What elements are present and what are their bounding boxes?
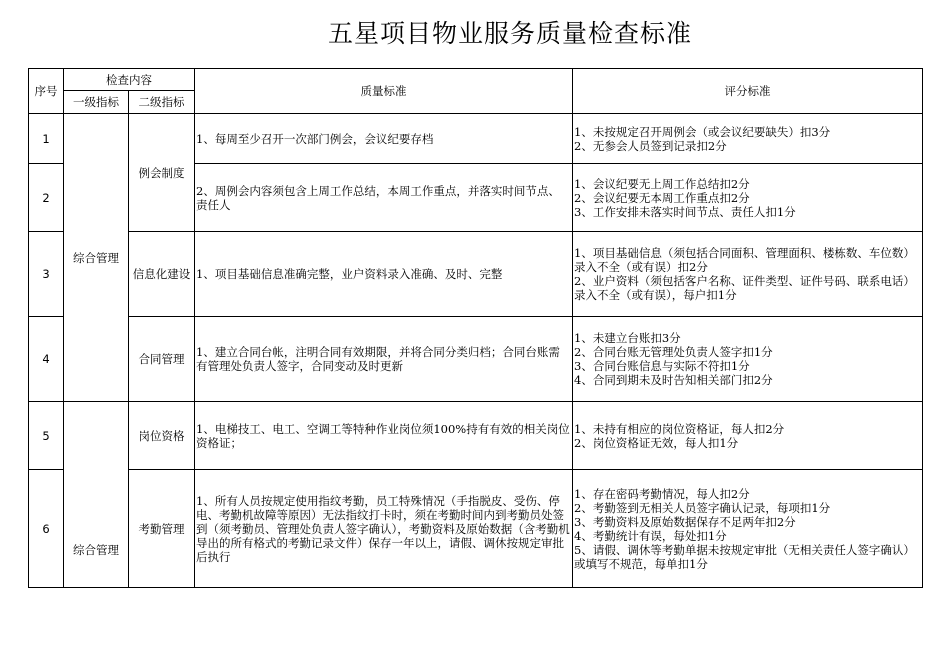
- scoring-line: 3、合同台账信息与实际不符扣1分: [574, 359, 750, 373]
- header-level1: 一级指标: [64, 91, 129, 114]
- scoring-cell: [573, 232, 923, 317]
- row-seq: 4: [29, 317, 64, 402]
- page-title: 五星项目物业服务质量检查标准: [327, 19, 692, 48]
- row-seq: 6: [29, 470, 64, 588]
- row-seq: 2: [29, 164, 64, 232]
- scoring-line: 2、岗位资格证无效，每人扣1分: [574, 435, 739, 450]
- quality-cell: 1、每周至少召开一次部门例会，会议纪要存档: [195, 114, 573, 164]
- header-quality: 质量标准: [195, 69, 573, 114]
- scoring-line: 4、考勤统计有误，每处扣1分: [574, 528, 727, 543]
- scoring-line: 1、项目基础信息（须包括合同面积、管理面积、楼栋数、车位数）录入不全（或有误）扣2分: [574, 246, 915, 274]
- scoring-line: 2、会议纪要无本周工作重点扣2分: [574, 190, 750, 205]
- row-seq: 3: [29, 232, 64, 317]
- scoring-cell: [573, 164, 923, 232]
- table-row: [29, 470, 923, 588]
- scoring-cell: [573, 114, 923, 164]
- scoring-line: 3、工作安排未落实时间节点、责任人扣1分: [574, 204, 796, 219]
- table-row: [29, 402, 923, 470]
- scoring-cell: [573, 470, 923, 588]
- scoring-line: 2、合同台账无管理处负责人签字扣1分: [574, 345, 773, 359]
- scoring-line: 1、未按规定召开周例会（或会议纪要缺失）扣3分: [574, 124, 831, 139]
- header-row-1: [29, 69, 923, 91]
- scoring-line: 1、会议纪要无上周工作总结扣2分: [574, 176, 750, 191]
- quality-cell: 1、电梯技工、电工、空调工等特种作业岗位须100%持有有效的相关岗位资格证；: [195, 402, 573, 470]
- row-seq: 1: [29, 114, 64, 164]
- scoring-line: 5、请假、调休等考勤单据未按规定审批（无相关责任人签字确认）或填写不规范，每单扣1分: [574, 542, 915, 571]
- header-level2: 二级指标: [129, 91, 195, 114]
- scoring-line: 4、合同到期未及时告知相关部门扣2分: [574, 373, 773, 387]
- level2-cell: 例会制度: [129, 114, 195, 232]
- scoring-line: 2、考勤签到无相关人员签字确认记录，每项扣1分: [574, 500, 831, 515]
- table-row: [29, 114, 923, 164]
- header-seq: 序号: [29, 69, 64, 114]
- scoring-line: 2、无参会人员签到记录扣2分: [574, 138, 727, 153]
- scoring-line: 1、存在密码考勤情况，每人扣2分: [574, 486, 750, 501]
- scoring-line: 1、未建立台账扣3分: [574, 331, 681, 345]
- header-scoring: 评分标准: [573, 69, 923, 114]
- quality-standard-table: [28, 68, 923, 588]
- level2-cell: 考勤管理: [129, 470, 195, 588]
- scoring-cell: [573, 317, 923, 402]
- quality-cell: 1、建立合同台帐，注明合同有效期限，并将合同分类归档；合同台账需有管理处负责人签字，合同变动及时更新: [195, 317, 573, 402]
- scoring-line: 3、考勤资料及原始数据保存不足两年扣2分: [574, 514, 796, 529]
- scoring-line: 2、业户资料（须包括客户名称、证件类型、证件号码、联系电话）录入不全（或有误），每户扣1分: [574, 274, 915, 302]
- quality-cell: 1、项目基础信息准确完整，业户资料录入准确、及时、完整: [195, 232, 573, 317]
- table-row: [29, 317, 923, 402]
- scoring-line: 1、未持有相应的岗位资格证，每人扣2分: [574, 421, 785, 436]
- level1-cell: 综合管理: [64, 402, 129, 588]
- quality-cell: 2、周例会内容须包含上周工作总结，本周工作重点，并落实时间节点、责任人: [195, 164, 573, 232]
- level2-cell: 岗位资格: [129, 402, 195, 470]
- table-row: [29, 232, 923, 317]
- level1-cell: 综合管理: [64, 114, 129, 402]
- row-seq: 5: [29, 402, 64, 470]
- quality-cell: 1、所有人员按规定使用指纹考勤，员工特殊情况（手指脱皮、受伤、停电、考勤机故障等原因）无法指纹打卡时，须在考勤时间内到考勤员处签到（须考勤员、管理处负责人签字确认），考勤资料及原始数据（含考勤机导出的所有格式的考勤记录文件）保存一年以上，请假、调休按规定审批后执行: [195, 470, 573, 588]
- header-check-content: 检查内容: [64, 69, 195, 91]
- scoring-cell: [573, 402, 923, 470]
- level2-cell: 合同管理: [129, 317, 195, 402]
- level2-cell: 信息化建设: [129, 232, 195, 317]
